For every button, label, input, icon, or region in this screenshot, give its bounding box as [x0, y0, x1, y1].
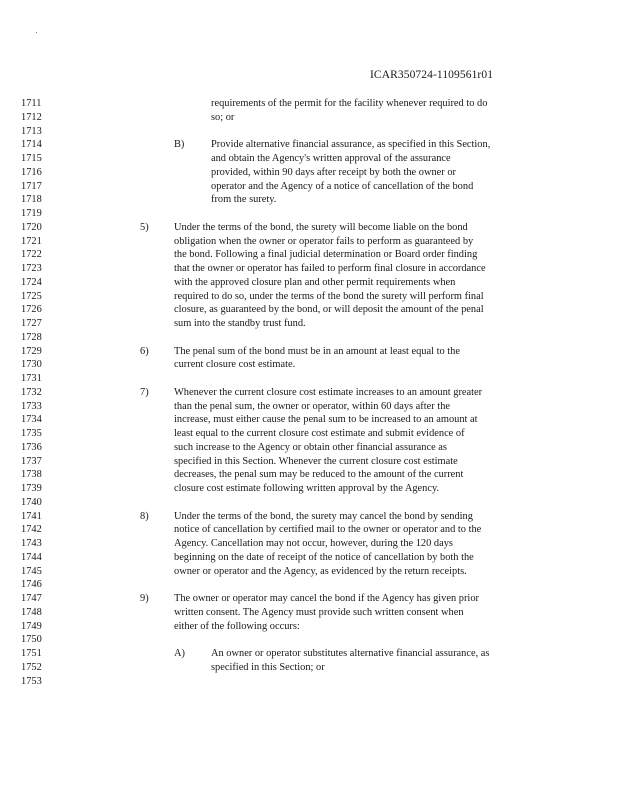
line-text: sum into the standby trust fund.	[174, 318, 306, 329]
text-line	[0, 427, 618, 441]
line-number: 1738	[21, 469, 42, 481]
line-text: Under the terms of the bond, the surety will become liable on the bond	[174, 221, 468, 233]
text-line	[0, 510, 618, 524]
line-number: 1727	[21, 318, 42, 329]
line-text: from the surety.	[211, 194, 277, 206]
item-label: 7)	[140, 386, 149, 398]
text-line	[0, 606, 618, 620]
text-line	[0, 276, 618, 290]
line-number: 1734	[21, 414, 42, 426]
line-number: 1726	[21, 304, 42, 316]
line-text: specified in this Section; or	[211, 661, 325, 673]
line-number: 1719	[21, 208, 42, 219]
line-number: 1739	[21, 483, 42, 494]
text-line	[0, 537, 618, 551]
text-line	[0, 372, 618, 386]
line-number: 1714	[21, 139, 42, 151]
line-text: owner or operator and the Agency, as evidenced by the return receipts.	[174, 565, 467, 577]
text-line	[0, 496, 618, 510]
line-text: Provide alternative financial assurance, as specified in this Section,	[211, 139, 491, 151]
line-text: Agency. Cancellation may not occur, however, during the 120 days	[174, 538, 453, 549]
line-text: the bond. Following a final judicial determination or Board order finding	[174, 249, 478, 261]
text-line	[0, 592, 618, 606]
line-number: 1720	[21, 221, 42, 233]
text-line	[0, 97, 618, 111]
line-text: beginning on the date of receipt of the notice of cancellation by both the	[174, 551, 474, 563]
line-text: requirements of the permit for the facility whenever required to do	[211, 98, 488, 109]
text-line	[0, 358, 618, 372]
line-text: such increase to the Agency or obtain other financial assurance as	[174, 441, 447, 453]
line-number: 1752	[21, 661, 42, 673]
line-text: specified in this Section. Whenever the current closure cost estimate	[174, 455, 458, 467]
text-line	[0, 468, 618, 482]
text-line	[0, 578, 618, 592]
line-text: and obtain the Agency's written approval of the assurance	[211, 153, 451, 164]
text-line	[0, 152, 618, 166]
text-line	[0, 661, 618, 675]
text-line	[0, 413, 618, 427]
text-line	[0, 633, 618, 647]
text-line	[0, 551, 618, 565]
line-number: 1711	[21, 98, 42, 109]
line-number: 1732	[21, 386, 42, 398]
line-number: 1730	[21, 359, 42, 371]
line-number: 1724	[21, 276, 42, 288]
text-line	[0, 455, 618, 469]
line-text: notice of cancellation by certified mail to the owner or operator and to the	[174, 524, 482, 536]
text-line	[0, 290, 618, 304]
item-label: 9)	[140, 593, 149, 604]
line-number: 1729	[21, 345, 42, 357]
line-number: 1725	[21, 290, 42, 302]
line-number: 1713	[21, 125, 42, 137]
text-line	[0, 345, 618, 359]
text-line	[0, 675, 618, 689]
line-number: 1733	[21, 400, 42, 412]
line-number: 1753	[21, 675, 42, 687]
line-number: 1717	[21, 180, 42, 192]
text-line	[0, 386, 618, 400]
line-text: closure, as guaranteed by the bond, or will deposit the amount of the penal	[174, 304, 484, 316]
line-text: operator and the Agency of a notice of cancellation of the bond	[211, 180, 474, 192]
line-number: 1748	[21, 606, 42, 618]
text-line	[0, 565, 618, 579]
item-label: 8)	[140, 510, 149, 522]
line-text: either of the following occurs:	[174, 620, 300, 632]
line-number: 1731	[21, 373, 42, 384]
line-text: Whenever the current closure cost estimate increases to an amount greater	[174, 386, 483, 398]
text-line	[0, 248, 618, 262]
text-line	[0, 620, 618, 634]
line-text: so; or	[211, 111, 235, 123]
line-number: 1742	[21, 524, 42, 536]
text-line	[0, 125, 618, 139]
text-line	[0, 111, 618, 125]
line-text: that the owner or operator has failed to perform final closure in accordance	[174, 263, 486, 274]
numbered-text-lines	[0, 97, 618, 688]
text-line	[0, 482, 618, 496]
line-number: 1736	[21, 441, 42, 453]
line-text: than the penal sum, the owner or operator, within 60 days after the	[174, 400, 451, 412]
line-text: provided, within 90 days after receipt by both the owner or	[211, 166, 456, 178]
line-number: 1712	[21, 111, 42, 123]
line-text: Under the terms of the bond, the surety may cancel the bond by sending	[174, 510, 473, 522]
line-number: 1741	[21, 510, 42, 522]
line-number: 1740	[21, 496, 42, 508]
line-text: increase, must either cause the penal sum to be increased to an amount at	[174, 414, 478, 426]
text-line	[0, 400, 618, 414]
line-number: 1743	[21, 538, 42, 549]
line-text: current closure cost estimate.	[174, 359, 296, 371]
text-line	[0, 166, 618, 180]
line-text: least equal to the current closure cost estimate and submit evidence of	[174, 428, 465, 439]
line-number: 1722	[21, 249, 42, 261]
line-number: 1751	[21, 648, 42, 659]
line-text: required to do so, under the terms of the bond the surety will perform final	[174, 290, 484, 302]
line-text: decreases, the penal sum may be reduced to the amount of the current	[174, 469, 464, 481]
line-number: 1723	[21, 263, 42, 274]
line-text: The penal sum of the bond must be in an amount at least equal to the	[174, 345, 460, 357]
scan-speck	[36, 32, 37, 33]
text-line	[0, 647, 618, 661]
line-number: 1716	[21, 166, 42, 178]
text-line	[0, 207, 618, 221]
line-text: An owner or operator substitutes alternative financial assurance, as	[211, 648, 490, 659]
item-label: B)	[174, 139, 185, 151]
text-line	[0, 331, 618, 345]
document-id-header: ICAR350724-1109561r01	[370, 69, 494, 81]
text-line	[0, 317, 618, 331]
line-text: closure cost estimate following written approval by the Agency.	[174, 483, 440, 494]
line-number: 1718	[21, 194, 42, 206]
item-label: A)	[174, 648, 185, 659]
text-line	[0, 235, 618, 249]
item-label: 5)	[140, 221, 149, 233]
line-number: 1737	[21, 455, 42, 467]
text-line	[0, 523, 618, 537]
text-line	[0, 221, 618, 235]
line-text: with the approved closure plan and other permit requirements when	[174, 276, 456, 288]
item-label: 6)	[140, 345, 149, 357]
line-text: obligation when the owner or operator fails to perform as guaranteed by	[174, 235, 474, 247]
text-line	[0, 303, 618, 317]
line-number: 1745	[21, 565, 42, 577]
line-number: 1746	[21, 579, 42, 591]
line-number: 1749	[21, 620, 42, 632]
line-number: 1747	[21, 593, 42, 604]
line-text: written consent. The Agency must provide such written consent when	[174, 606, 464, 618]
text-line	[0, 441, 618, 455]
text-line	[0, 193, 618, 207]
text-line	[0, 262, 618, 276]
line-number: 1715	[21, 153, 42, 164]
text-line	[0, 138, 618, 152]
line-text: The owner or operator may cancel the bond if the Agency has given prior	[174, 593, 479, 604]
line-number: 1750	[21, 634, 42, 646]
line-number: 1721	[21, 235, 42, 247]
line-number: 1735	[21, 428, 42, 439]
line-number: 1744	[21, 551, 42, 563]
line-number: 1728	[21, 331, 42, 343]
text-line	[0, 180, 618, 194]
